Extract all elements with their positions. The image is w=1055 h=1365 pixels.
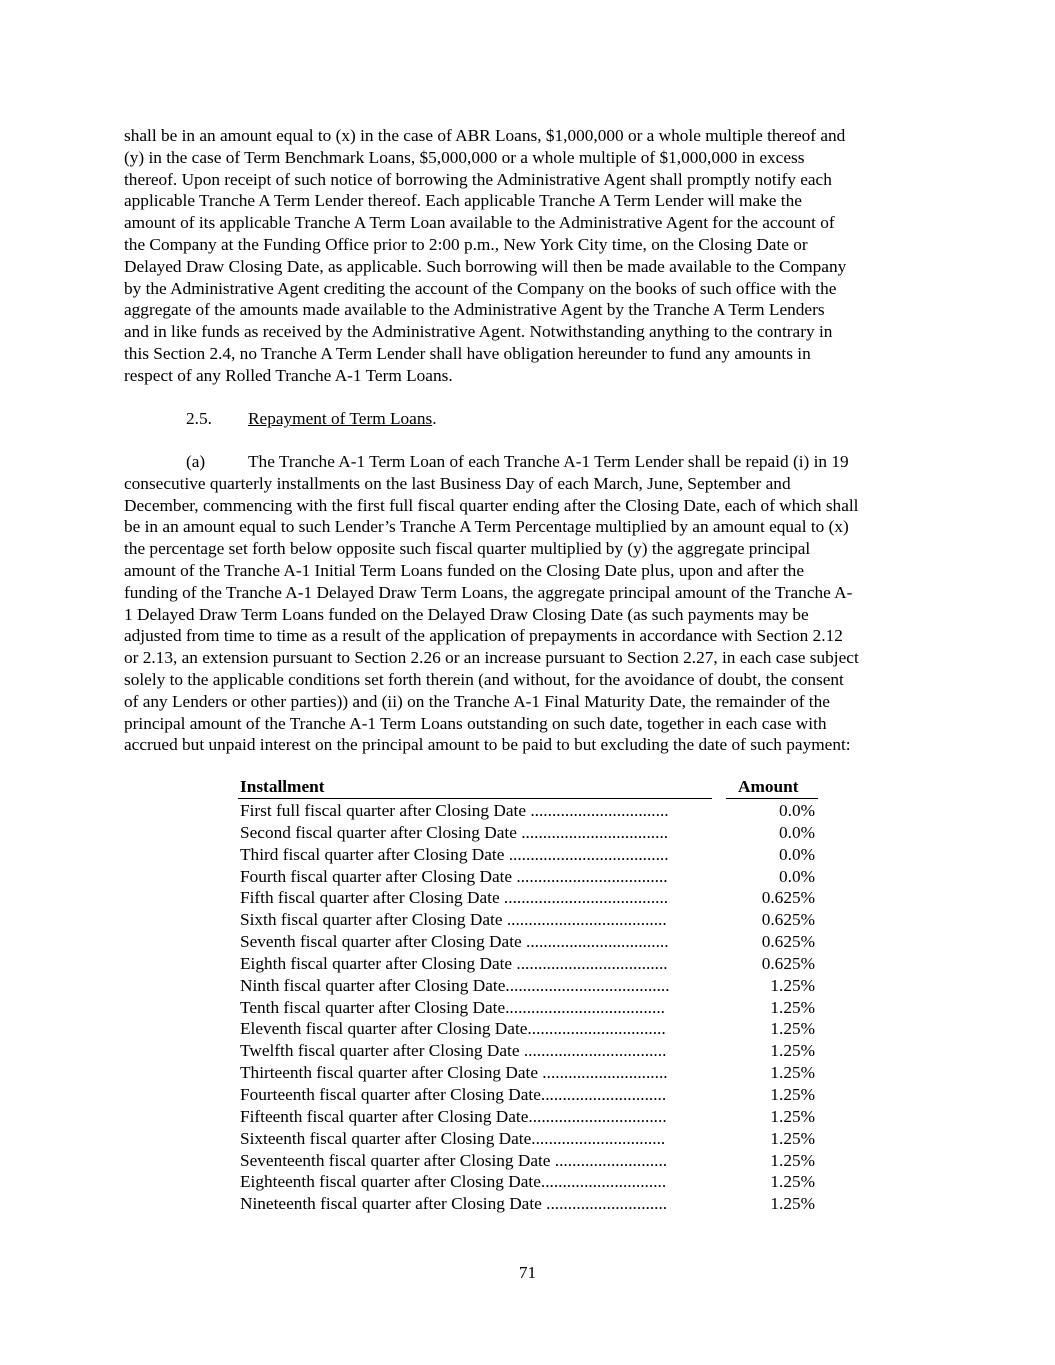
installment-amount: 1.25% — [770, 1019, 815, 1039]
table-row — [240, 931, 820, 953]
paragraph-line: the Company at the Funding Office prior to 2:00 p.m., New York City time, on the Closing Date or — [124, 234, 808, 254]
installment-amount: 0.625% — [761, 953, 815, 973]
installment-label: Eleventh fiscal quarter after Closing Date................................ — [240, 1019, 666, 1039]
table-row — [240, 953, 820, 975]
paragraph-line: of any Lenders or other parties)) and (ii) on the Tranche A-1 Final Maturity Date, the remainder of the — [124, 691, 830, 711]
installment-amount: 1.25% — [770, 997, 815, 1017]
paragraph-line: this Section 2.4, no Tranche A Term Lender shall have obligation hereunder to fund any amounts in — [124, 343, 811, 363]
installment-amount: 0.625% — [761, 910, 815, 930]
installment-label: First full fiscal quarter after Closing Date ................................ — [240, 801, 669, 820]
installment-label: Ninth fiscal quarter after Closing Date...................................... — [240, 975, 670, 995]
paragraph-line: or 2.13, an extension pursuant to Section 2.26 or an increase pursuant to Section 2.27, in each case subject — [124, 648, 859, 668]
installment-underline — [238, 798, 712, 799]
paragraph-line: funding of the Tranche A-1 Delayed Draw Term Loans, the aggregate principal amount of the Tranche A- — [124, 582, 853, 602]
paragraph-line: solely to the applicable conditions set forth therein (and without, for the avoidance of doubt, the consent — [124, 669, 844, 689]
clause-label: (a) — [186, 452, 206, 471]
paragraph-line: principal amount of the Tranche A-1 Term Loans outstanding on such date, together in each case with — [124, 713, 827, 733]
installment-label: Fifteenth fiscal quarter after Closing Date................................ — [240, 1106, 667, 1126]
table-row — [240, 1150, 820, 1172]
table-body — [240, 800, 820, 1215]
table-row — [240, 909, 820, 931]
table-row — [240, 866, 820, 888]
paragraph-line: (y) in the case of Term Benchmark Loans, $5,000,000 or a whole multiple of $1,000,000 in excess — [124, 147, 805, 167]
installment-amount: 1.25% — [770, 1063, 815, 1083]
table-row — [240, 975, 820, 997]
installment-amount: 0.625% — [761, 888, 815, 908]
installment-amount: 1.25% — [770, 1106, 815, 1126]
paragraph-repayment — [124, 451, 944, 756]
installment-label: Nineteenth fiscal quarter after Closing Date ............................ — [240, 1194, 668, 1214]
table-row — [240, 1062, 820, 1084]
paragraph-line: December, commencing with the first full fiscal quarter ending after the Closing Date, each of which shall — [124, 495, 859, 515]
paragraph-line: amount of its applicable Tranche A Term Loan available to the Administrative Agent for the account of — [124, 213, 835, 233]
amount-underline — [726, 798, 818, 799]
table-row — [240, 1171, 820, 1193]
paragraph-line: thereof. Upon receipt of such notice of borrowing the Administrative Agent shall promptly notify each — [124, 169, 832, 189]
paragraph-line: amount of the Tranche A-1 Initial Term Loans funded on the Closing Date plus, upon and after the — [124, 560, 804, 580]
installment-amount: 1.25% — [770, 1084, 815, 1104]
installment-label: Third fiscal quarter after Closing Date ..................................... — [240, 844, 669, 864]
installment-label: Fifth fiscal quarter after Closing Date ...................................... — [240, 888, 669, 908]
paragraph-line: accrued but unpaid interest on the principal amount to be paid to but excluding the date of such payment: — [124, 735, 851, 755]
table-row — [240, 800, 820, 822]
table-row — [240, 1128, 820, 1150]
table-row — [240, 887, 820, 909]
table-row — [240, 1106, 820, 1128]
table-row — [240, 1193, 820, 1215]
installment-amount: 0.0% — [779, 801, 815, 820]
installment-amount: 0.0% — [779, 844, 815, 864]
installment-table — [240, 776, 820, 1215]
installment-amount: 1.25% — [770, 1128, 815, 1148]
paragraph-line: applicable Tranche A Term Lender thereof. Each applicable Tranche A Term Lender will make the — [124, 191, 802, 211]
table-header — [240, 776, 820, 798]
installment-amount: 0.0% — [779, 822, 815, 842]
paragraph-line: Delayed Draw Closing Date, as applicable. Such borrowing will then be made available to the Company — [124, 256, 847, 276]
paragraph-line: consecutive quarterly installments on the last Business Day of each March, June, September and — [124, 473, 791, 493]
paragraph-line: respect of any Rolled Tranche A-1 Term Loans. — [124, 365, 453, 385]
paragraph-line — [124, 451, 944, 473]
header-amount: Amount — [738, 777, 799, 796]
installment-label: Tenth fiscal quarter after Closing Date..................................... — [240, 997, 665, 1017]
installment-label: Fourth fiscal quarter after Closing Date ................................... — [240, 866, 668, 886]
table-row — [240, 997, 820, 1019]
table-row — [240, 1018, 820, 1040]
table-row — [240, 1040, 820, 1062]
section-heading — [186, 408, 437, 430]
table-row — [240, 822, 820, 844]
installment-amount: 1.25% — [770, 1172, 815, 1192]
installment-label: Seventh fiscal quarter after Closing Date ................................. — [240, 932, 669, 952]
installment-label: Eighteenth fiscal quarter after Closing Date............................. — [240, 1172, 667, 1192]
paragraph-line: shall be in an amount equal to (x) in the case of ABR Loans, $1,000,000 or a whole multiple thereof and — [124, 126, 846, 145]
installment-amount: 1.25% — [770, 1194, 815, 1214]
installment-amount: 0.0% — [779, 866, 815, 886]
table-row — [240, 844, 820, 866]
paragraph-line: and in like funds as received by the Administrative Agent. Notwithstanding anything to the contrary in — [124, 322, 833, 342]
section-number: 2.5. — [186, 409, 212, 428]
paragraph-line: 1 Delayed Draw Term Loans funded on the Delayed Draw Closing Date (as such payments may be — [124, 604, 809, 624]
installment-label: Second fiscal quarter after Closing Date .................................. — [240, 822, 669, 842]
table-row — [240, 1084, 820, 1106]
installment-amount: 1.25% — [770, 1150, 815, 1170]
paragraph-line: adjusted from time to time as a result of the application of prepayments in accordance with Section 2.12 — [124, 626, 843, 646]
installment-label: Fourteenth fiscal quarter after Closing Date............................. — [240, 1084, 667, 1104]
clause-first-line: The Tranche A-1 Term Loan of each Tranche A-1 Term Lender shall be repaid (i) in 19 — [248, 452, 849, 471]
installment-amount: 1.25% — [770, 1041, 815, 1061]
paragraph-line: aggregate of the amounts made available to the Administrative Agent by the Tranche A Term Lenders — [124, 300, 825, 320]
installment-label: Sixteenth fiscal quarter after Closing Date............................... — [240, 1128, 666, 1148]
paragraph-continuation — [124, 125, 944, 387]
installment-label: Eighth fiscal quarter after Closing Date ................................... — [240, 953, 668, 973]
page-number: 71 — [518, 1263, 537, 1282]
installment-label: Thirteenth fiscal quarter after Closing Date ............................. — [240, 1063, 668, 1083]
installment-label: Twelfth fiscal quarter after Closing Date ................................. — [240, 1041, 667, 1061]
paragraph-line: be in an amount equal to such Lender’s Tranche A Term Percentage multiplied by an amount equal to (x) — [124, 517, 849, 537]
installment-label: Seventeenth fiscal quarter after Closing Date .......................... — [240, 1150, 668, 1170]
section-title: Repayment of Term Loans — [248, 409, 433, 428]
installment-label: Sixth fiscal quarter after Closing Date ..................................... — [240, 910, 667, 930]
paragraph-line: by the Administrative Agent crediting the account of the Company on the books of such office with the — [124, 278, 837, 298]
installment-amount: 1.25% — [770, 975, 815, 995]
installment-amount: 0.625% — [761, 932, 815, 952]
paragraph-line: the percentage set forth below opposite such fiscal quarter multiplied by (y) the aggregate principal — [124, 539, 811, 559]
section-title-period: . — [432, 409, 437, 428]
header-installment: Installment — [240, 777, 325, 796]
